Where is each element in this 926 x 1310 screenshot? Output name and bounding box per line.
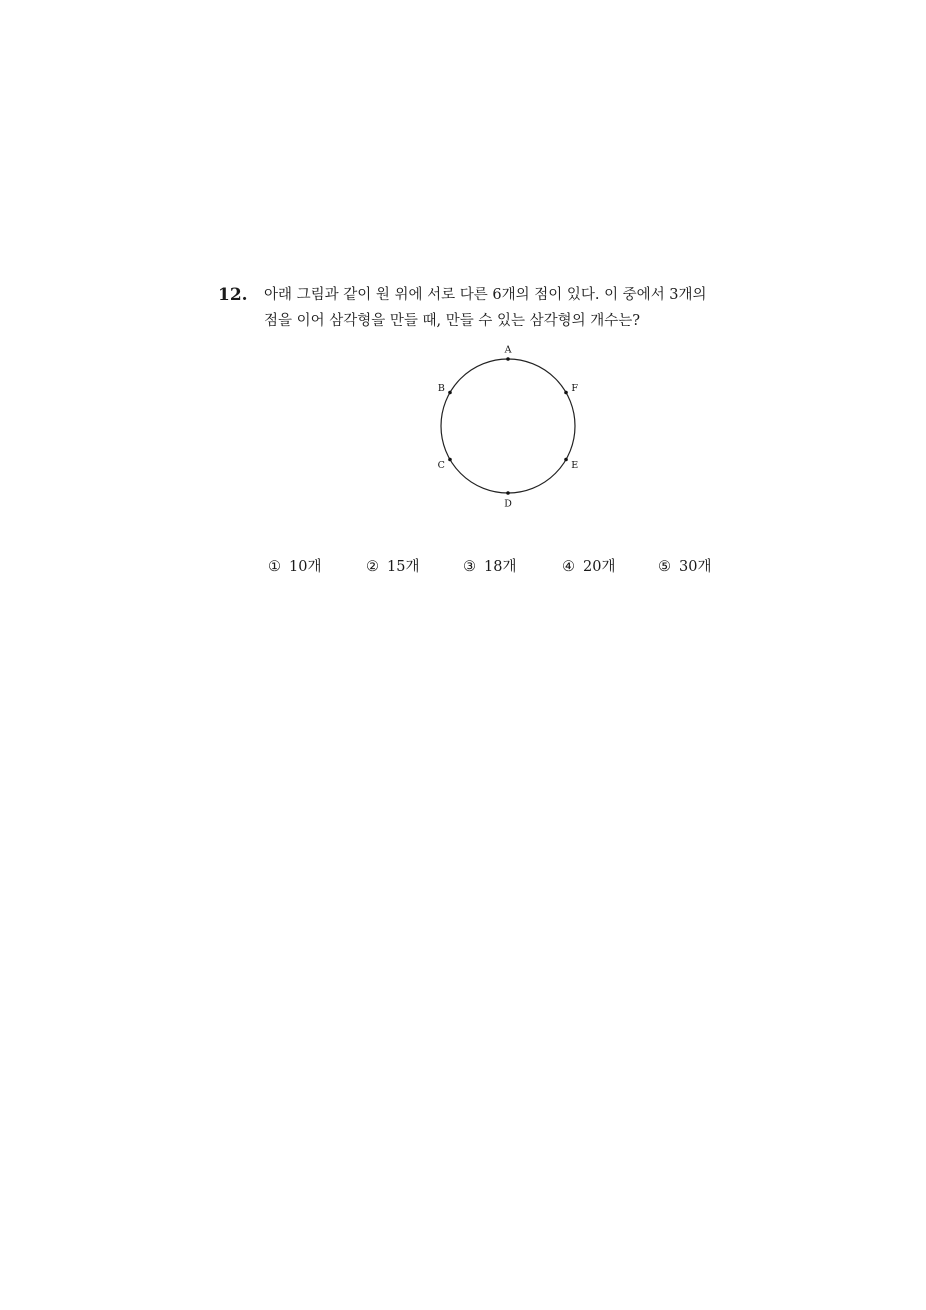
choice-3[interactable] [463,556,516,578]
question-number: 12. [218,285,248,305]
choice-4-mark: ④ [562,559,575,575]
answer-choices [268,556,738,580]
point-f-dot [564,391,568,395]
choice-4-text: 20개 [583,559,616,575]
choice-4[interactable] [562,556,615,578]
points-layer [438,345,579,510]
choice-5-mark: ⑤ [658,559,671,575]
choice-3-mark: ③ [463,559,476,575]
point-f-label: F [571,383,578,394]
question-text [264,282,784,334]
choice-2-text: 15개 [387,559,420,575]
point-b-dot [448,391,452,395]
question-line-1: 아래 그림과 같이 원 위에 서로 다른 6개의 점이 있다. 이 중에서 3개의 [264,287,707,303]
choice-2[interactable] [366,556,419,578]
point-c-label: C [437,460,445,471]
choice-1[interactable] [268,556,321,578]
point-d-label: D [504,498,512,510]
choice-5[interactable] [658,556,711,578]
choice-2-mark: ② [366,559,379,575]
point-a-label: A [504,344,512,356]
circle-outline [441,359,575,493]
choice-1-text: 10개 [289,559,322,575]
choice-1-mark: ① [268,559,281,575]
point-b-label: B [437,383,445,394]
point-c-dot [448,458,452,462]
circle-diagram [428,340,588,510]
circle-figure [428,340,588,514]
question-line-2: 점을 이어 삼각형을 만들 때, 만들 수 있는 삼각형의 개수는? [264,313,641,329]
choice-3-text: 18개 [484,559,517,575]
point-e-dot [564,458,568,462]
point-e-label: E [571,460,579,471]
point-d-dot [506,491,510,495]
choice-5-text: 30개 [679,559,712,575]
point-a-dot [506,357,510,361]
